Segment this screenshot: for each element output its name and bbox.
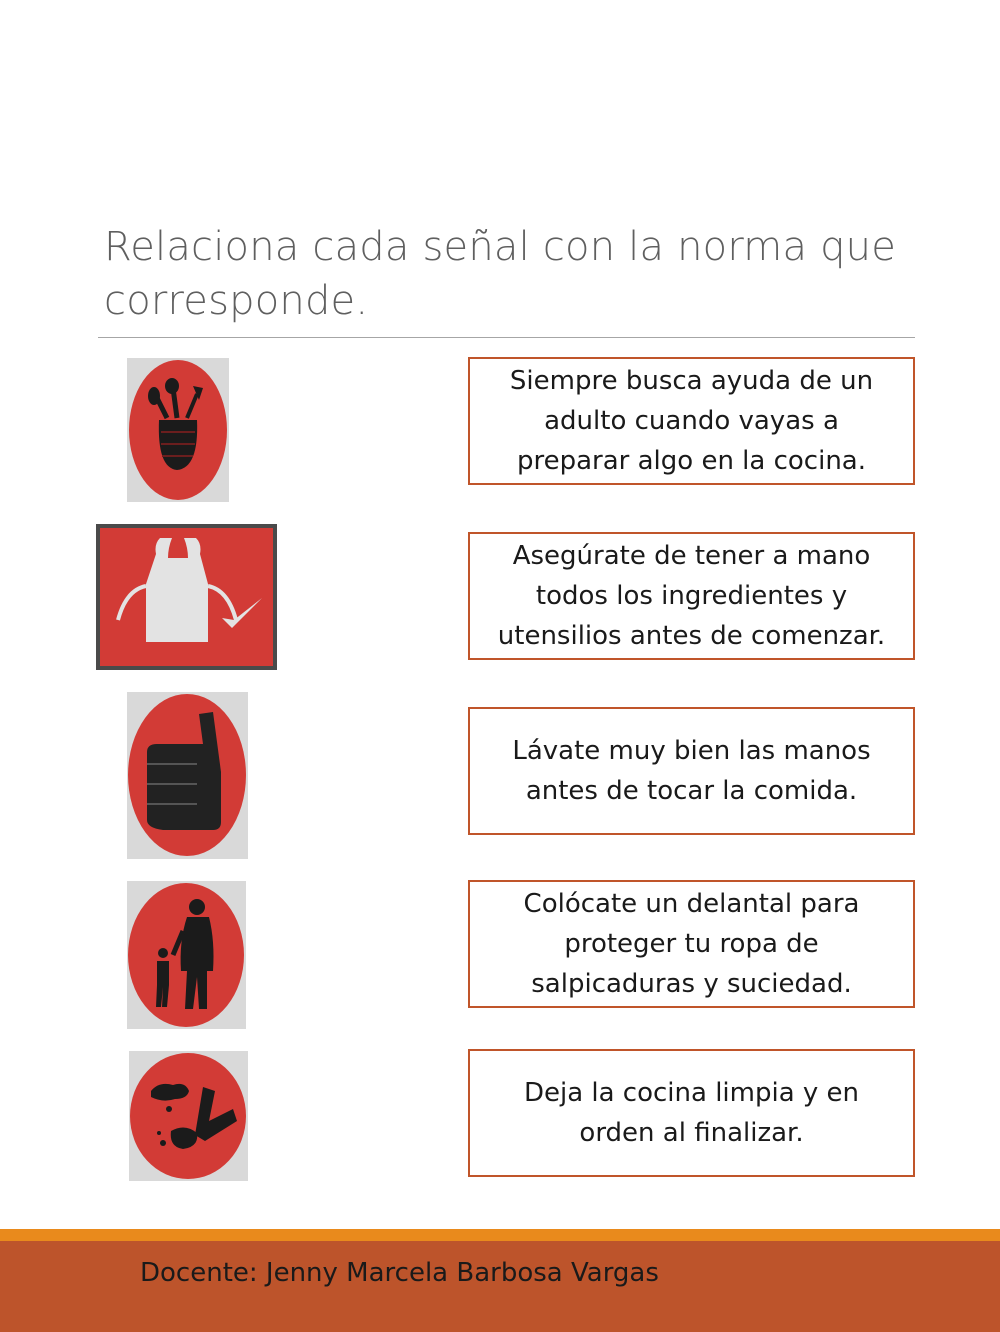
footer-stripe [0, 1229, 1000, 1241]
teacher-name: Docente: Jenny Marcela Barbosa Vargas [140, 1258, 659, 1288]
rule-box-2[interactable]: Asegúrate de tener a mano todos los ingredientes y utensilios antes de comenzar. [468, 532, 915, 660]
rule-box-3[interactable]: Lávate muy bien las manos antes de tocar la comida. [468, 707, 915, 835]
thumbs-up-sign[interactable] [127, 692, 248, 859]
thumbs-up-icon [127, 692, 248, 859]
spill-icon [129, 1051, 248, 1181]
rule-box-4[interactable]: Colócate un delantal para proteger tu ropa de salpicaduras y suciedad. [468, 880, 915, 1008]
rule-box-5[interactable]: Deja la cocina limpia y en orden al finalizar. [468, 1049, 915, 1177]
adult-child-icon [127, 881, 246, 1029]
rule-box-1[interactable]: Siempre busca ayuda de un adulto cuando vayas a preparar algo en la cocina. [468, 357, 915, 485]
utensils-sign[interactable] [127, 358, 229, 502]
apron-check-icon [96, 524, 277, 670]
title-divider [98, 337, 915, 338]
apron-sign[interactable] [96, 524, 277, 670]
adult-child-sign[interactable] [127, 881, 246, 1029]
mess-sign[interactable] [129, 1051, 248, 1181]
utensils-in-pot-icon [127, 358, 229, 502]
slide-title: Relaciona cada señal con la norma que corresponde. [104, 224, 897, 324]
